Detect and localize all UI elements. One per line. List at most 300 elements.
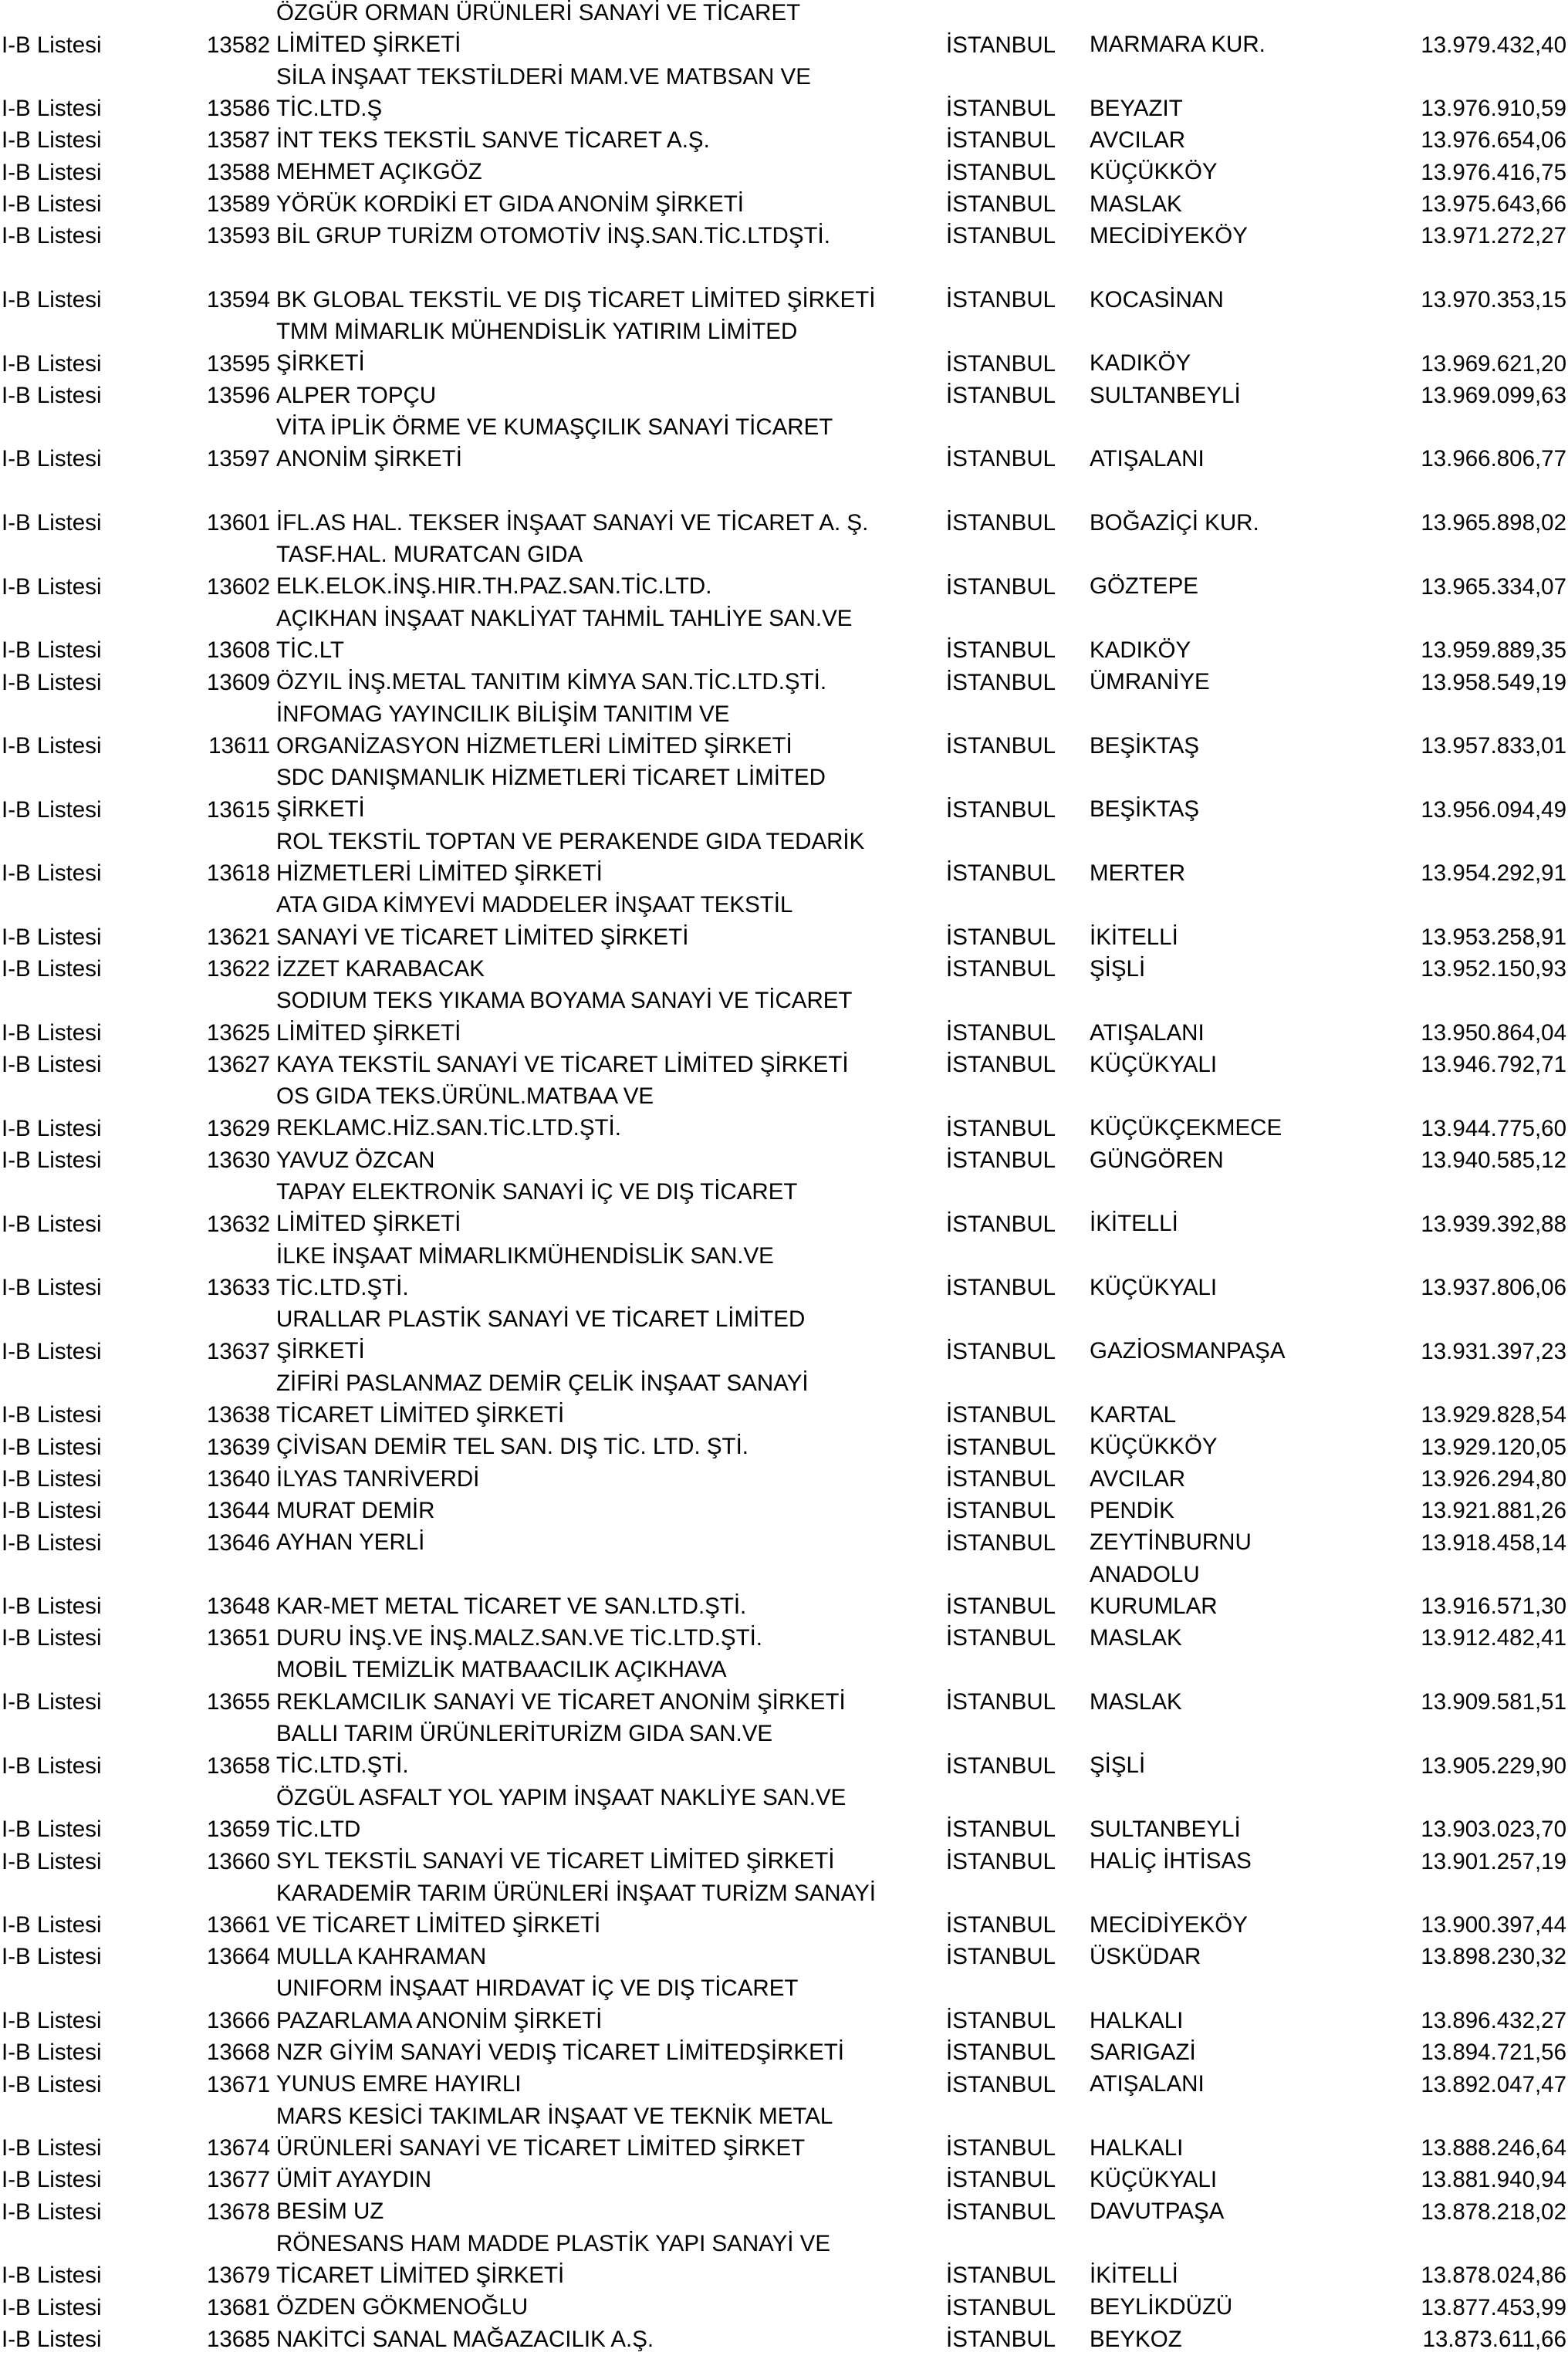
list-name: I-B Listesi (2, 2071, 102, 2097)
district-name (1090, 507, 1259, 539)
city-name: İSTANBUL (946, 1275, 1056, 1301)
amount-value: 13.900.397,44 (1421, 1912, 1566, 1938)
company-name-line: BK GLOBAL TEKSTİL VE DIŞ TİCARET LİMİTED ŞİRKETİ (276, 286, 876, 313)
table-row (0, 2294, 1568, 2326)
row-number: 13685 (206, 2326, 270, 2352)
amount-value: 13.957.833,01 (1421, 733, 1566, 759)
company-name-line: LİMİTED ŞİRKETİ (276, 1019, 461, 1046)
district-name-line: KURUMLAR (1090, 1593, 1218, 1619)
district-name (1090, 1622, 1182, 1654)
company-name-line: LİMİTED ŞİRKETİ (276, 32, 461, 58)
table-row (0, 319, 1568, 383)
company-name-line: NZR GİYİM SANAYİ VEDIŞ TİCARET LİMİTEDŞİRKETİ (276, 2040, 844, 2065)
company-name-line: NAKİTCİ SANAL MAĞAZACILIK A.Ş. (276, 2326, 654, 2352)
district-name-line: HALKALI (1090, 2007, 1184, 2033)
amount-value: 13.905.229,90 (1421, 1752, 1566, 1779)
list-name: I-B Listesi (2, 1944, 102, 1970)
row-number: 13640 (206, 1465, 270, 1492)
district-name (1090, 1813, 1241, 1845)
table-row (0, 1975, 1568, 2040)
row-number: 13609 (206, 669, 270, 695)
table-row (0, 892, 1568, 956)
company-name-line: YÖRÜK KORDİKİ ET GIDA ANONİM ŞİRKETİ (276, 191, 744, 217)
company-name-line: TMM MİMARLIK MÜHENDİSLİK YATIRIM LİMİTED (276, 318, 798, 344)
list-name: I-B Listesi (2, 32, 102, 58)
amount-value: 13.976.654,06 (1421, 127, 1566, 154)
row-number: 13593 (206, 223, 270, 249)
district-name (1090, 2164, 1217, 2195)
district-name (1090, 666, 1210, 698)
company-name-line: KARADEMİR TARIM ÜRÜNLERİ İNŞAAT TURİZM SANAYİ (276, 1880, 876, 1906)
district-name-line: BEŞİKTAŞ (1090, 732, 1200, 759)
company-name-line: ROL TEKSTİL TOPTAN VE PERAKENDE GIDA TEDARİK (276, 828, 865, 854)
company-name (276, 2291, 528, 2323)
city-name: İSTANBUL (946, 2294, 1056, 2320)
district-name-line: İKİTELLİ (1090, 1211, 1178, 1237)
company-name (276, 284, 876, 316)
district-name-line: KARTAL (1090, 1402, 1177, 1428)
company-name (276, 61, 811, 125)
city-name: İSTANBUL (946, 32, 1056, 58)
district-name (1090, 634, 1191, 666)
company-name-line: İNT TEKS TEKSTİL SANVE TİCARET A.Ş. (276, 127, 710, 154)
district-name (1090, 953, 1145, 985)
company-name-line: YAVUZ ÖZCAN (276, 1147, 435, 1173)
table-row (0, 765, 1568, 829)
company-name (276, 1495, 434, 1526)
district-name-line: KÜÇÜKKÖY (1090, 159, 1218, 185)
company-name-line: SİLA İNŞAAT TEKSTİLDERİ MAM.VE MATBSAN VE (276, 63, 811, 90)
table-row (0, 1657, 1568, 1721)
list-name: I-B Listesi (2, 1211, 102, 1237)
list-name: I-B Listesi (2, 1498, 102, 1524)
row-number: 13597 (206, 446, 270, 472)
district-name-line: SULTANBEYLİ (1090, 1816, 1241, 1842)
city-name: İSTANBUL (946, 1465, 1056, 1492)
company-name-line: TİC.LT (276, 637, 344, 663)
district-name (1090, 1495, 1174, 1526)
amount-value: 13.976.416,75 (1421, 159, 1566, 185)
district-name-line: AVCILAR (1090, 1465, 1186, 1492)
amount-value: 13.881.940,94 (1421, 2167, 1566, 2193)
list-name: I-B Listesi (2, 1019, 102, 1046)
amount-value: 13.929.828,54 (1421, 1402, 1566, 1428)
table-row (0, 1498, 1568, 1529)
row-number: 13664 (206, 1944, 270, 1970)
table-row (0, 2327, 1568, 2358)
city-name: İSTANBUL (946, 956, 1056, 982)
table-row (0, 414, 1568, 478)
district-name-line: BEYKOZ (1090, 2326, 1182, 2352)
company-name-line: ÖZGÜL ASFALT YOL YAPIM İNŞAAT NAKLİYE SAN.VE (276, 1784, 847, 1810)
company-name (276, 1080, 654, 1144)
district-name (1090, 156, 1218, 188)
company-name (276, 380, 436, 411)
district-name (1090, 347, 1191, 379)
company-name (276, 1877, 876, 1942)
district-name-line: KADIKÖY (1090, 637, 1191, 663)
company-name-line: ŞİRKETİ (276, 350, 365, 377)
table-row (0, 1785, 1568, 1849)
city-name: İSTANBUL (946, 1147, 1056, 1173)
row-number: 13677 (206, 2167, 270, 2193)
table-row (0, 1848, 1568, 1880)
company-name-line: KAR-MET METAL TİCARET VE SAN.LTD.ŞTİ. (276, 1593, 747, 1619)
city-name: İSTANBUL (946, 669, 1056, 695)
company-name-line: HİZMETLERİ LİMİTED ŞİRKETİ (276, 860, 603, 887)
district-name (1090, 1526, 1252, 1558)
city-name: İSTANBUL (946, 2263, 1056, 2289)
district-name (1090, 1017, 1205, 1049)
city-name: İSTANBUL (946, 1211, 1056, 1237)
district-name-line: KÜÇÜKKÖY (1090, 1434, 1218, 1460)
company-name (276, 1176, 797, 1240)
amount-value: 13.873.611,66 (1422, 2326, 1566, 2352)
company-name-line: İFL.AS HAL. TEKSER İNŞAAT SANAYİ VE TİCARET A. Ş. (276, 509, 869, 536)
district-name-line: ÜMRANİYE (1090, 669, 1210, 695)
company-name-line: TİC.LTD.ŞTİ. (276, 1752, 409, 1779)
city-name: İSTANBUL (946, 1594, 1056, 1620)
list-name: I-B Listesi (2, 286, 102, 313)
table-row (0, 1529, 1568, 1561)
table-row (0, 2231, 1568, 2295)
amount-value: 13.959.889,35 (1421, 637, 1566, 664)
company-name (276, 2324, 654, 2355)
company-name-line: AYHAN YERLİ (276, 1529, 425, 1556)
table-row (0, 669, 1568, 701)
row-number: 13621 (206, 924, 270, 950)
row-number: 13674 (206, 2135, 270, 2161)
district-name-line: İKİTELLİ (1090, 2263, 1178, 2289)
district-name (1090, 124, 1185, 156)
company-name (276, 411, 833, 475)
city-name: İSTANBUL (946, 637, 1056, 664)
amount-value: 13.966.806,77 (1421, 446, 1566, 472)
list-name: I-B Listesi (2, 1912, 102, 1938)
table-row (0, 542, 1568, 606)
amount-value: 13.965.334,07 (1421, 573, 1566, 600)
city-name: İSTANBUL (946, 1944, 1056, 1970)
company-name (276, 1622, 762, 1654)
table-row (0, 1243, 1568, 1307)
company-name (276, 0, 800, 61)
city-name: İSTANBUL (946, 1019, 1056, 1046)
row-number: 13671 (206, 2071, 270, 2097)
row-number: 13611 (208, 733, 270, 759)
row-number: 13651 (206, 1625, 270, 1651)
company-name-line: TİCARET LİMİTED ŞİRKETİ (276, 2263, 565, 2289)
district-name-line: MASLAK (1090, 1688, 1182, 1715)
district-name-line: HALKALI (1090, 2134, 1184, 2161)
table-row (0, 0, 1568, 64)
table-row (0, 829, 1568, 893)
table-row (0, 1944, 1568, 1975)
company-name (276, 2036, 844, 2068)
company-name (276, 889, 792, 953)
city-name: İSTANBUL (946, 1115, 1056, 1141)
company-name-line: REKLAMC.HİZ.SAN.TİC.LTD.ŞTİ. (276, 1115, 621, 1141)
company-name (276, 1463, 479, 1495)
table-row (0, 383, 1568, 414)
company-name-line: AÇIKHAN İNŞAAT NAKLİYAT TAHMİL TAHLİYE SAN.VE (276, 605, 853, 631)
company-name-line: URALLAR PLASTİK SANAYİ VE TİCARET LİMİTED (276, 1306, 806, 1333)
list-name: I-B Listesi (2, 1594, 102, 1620)
amount-value: 13.918.458,14 (1421, 1529, 1566, 1556)
district-name-line: DAVUTPAŞA (1090, 2198, 1225, 2225)
list-name: I-B Listesi (2, 1275, 102, 1301)
district-name-line: BOĞAZİÇİ KUR. (1090, 509, 1259, 536)
company-name-line: ORGANİZASYON HİZMETLERİ LİMİTED ŞİRKETİ (276, 732, 792, 759)
row-number: 13632 (206, 1211, 270, 1237)
company-name-line: MULLA KAHRAMAN (276, 1944, 487, 1970)
city-name: İSTANBUL (946, 510, 1056, 536)
amount-value: 13.896.432,27 (1421, 2008, 1566, 2033)
list-name: I-B Listesi (2, 127, 102, 154)
company-name-line: ATA GIDA KİMYEVİ MADDELER İNŞAAT TEKSTİL (276, 892, 793, 918)
company-name-line: ÇİVİSAN DEMİR TEL SAN. DIŞ TİC. LTD. ŞTİ. (276, 1434, 749, 1460)
company-name (276, 2100, 833, 2165)
city-name: İSTANBUL (946, 191, 1056, 218)
city-name: İSTANBUL (946, 350, 1056, 377)
district-name (1090, 2005, 1183, 2036)
district-name-line: KADIKÖY (1090, 350, 1191, 377)
company-name (276, 156, 482, 188)
row-number: 13615 (206, 796, 270, 823)
row-number: 13678 (206, 2198, 270, 2225)
amount-value: 13.903.023,70 (1421, 1817, 1566, 1843)
district-name-line: ATIŞALANI (1090, 1019, 1205, 1046)
district-name-line: GAZİOSMANPAŞA (1090, 1338, 1286, 1364)
company-name (276, 953, 485, 985)
table-row (0, 223, 1568, 255)
list-name: I-B Listesi (2, 446, 102, 472)
city-name: İSTANBUL (946, 96, 1056, 122)
row-number: 13586 (206, 96, 270, 122)
company-name-line: ÜRÜNLERİ SANAYİ VE TİCARET LİMİTED ŞİRKET (276, 2134, 806, 2161)
table-row (0, 2104, 1568, 2168)
district-name (1090, 1845, 1252, 1877)
list-name: I-B Listesi (2, 796, 102, 823)
district-name (1090, 1463, 1185, 1495)
company-name-line: ŞİRKETİ (276, 796, 365, 823)
city-name: İSTANBUL (946, 1817, 1056, 1843)
city-name: İSTANBUL (946, 1848, 1056, 1874)
amount-value: 13.878.024,86 (1421, 2263, 1566, 2289)
table-row (0, 64, 1568, 128)
amount-value: 13.916.571,30 (1421, 1594, 1566, 1620)
amount-value: 13.878.218,02 (1421, 2198, 1566, 2225)
row-number: 13587 (206, 127, 270, 154)
district-name (1090, 1272, 1217, 1303)
district-name (1090, 1208, 1178, 1239)
company-name (276, 2164, 431, 2195)
district-name-line: MASLAK (1090, 191, 1182, 217)
amount-value: 13.937.806,06 (1421, 1275, 1566, 1301)
district-name (1090, 2132, 1183, 2164)
list-name: I-B Listesi (2, 350, 102, 377)
row-number: 13661 (206, 1912, 270, 1938)
district-name-line: MECİDİYEKÖY (1090, 223, 1248, 249)
company-name-line: LİMİTED ŞİRKETİ (276, 1211, 461, 1237)
company-name-line: PAZARLAMA ANONİM ŞİRKETİ (276, 2007, 603, 2033)
company-name-line: UNIFORM İNŞAAT HIRDAVAT İÇ VE DIŞ TİCARET (276, 1975, 799, 2002)
amount-value: 13.965.898,02 (1421, 510, 1566, 536)
table-row (0, 1466, 1568, 1498)
district-name (1090, 93, 1183, 124)
amount-value: 13.929.120,05 (1421, 1434, 1566, 1460)
list-name: I-B Listesi (2, 191, 102, 218)
list-name: I-B Listesi (2, 573, 102, 600)
row-number: 13659 (206, 1817, 270, 1843)
district-name-line: GÖZTEPE (1090, 573, 1198, 600)
district-name (1090, 2195, 1224, 2227)
list-name: I-B Listesi (2, 2263, 102, 2289)
company-name (276, 1367, 809, 1431)
company-name-line: VE TİCARET LİMİTED ŞİRKETİ (276, 1911, 601, 1938)
amount-value: 13.946.792,71 (1421, 1052, 1566, 1078)
company-name (276, 1845, 835, 1877)
district-name-line: HALİÇ İHTİSAS (1090, 1848, 1252, 1874)
city-name: İSTANBUL (946, 2198, 1056, 2225)
company-name-line: BALLI TARIM ÜRÜNLERİTURİZM GIDA SAN.VE (276, 1721, 773, 1747)
list-name: I-B Listesi (2, 733, 102, 759)
amount-value: 13.921.881,26 (1421, 1498, 1566, 1524)
district-name (1090, 1335, 1286, 1367)
district-name (1090, 570, 1198, 602)
company-name-line: İNFOMAG YAYINCILIK BİLİŞİM TANITIM VE (276, 701, 730, 727)
district-name-line: ŞİŞLİ (1090, 955, 1146, 982)
amount-value: 13.898.230,32 (1421, 1944, 1566, 1970)
city-name: İSTANBUL (946, 2008, 1056, 2033)
amount-value: 13.892.047,47 (1421, 2071, 1566, 2097)
row-number: 13639 (206, 1434, 270, 1460)
company-name (276, 2068, 521, 2100)
city-name: İSTANBUL (946, 2326, 1056, 2352)
company-name-line: MURAT DEMİR (276, 1497, 435, 1523)
amount-value: 13.901.257,19 (1421, 1848, 1566, 1874)
row-number: 13629 (206, 1115, 270, 1141)
company-name-line: SYL TEKSTİL SANAYİ VE TİCARET LİMİTED ŞİRKETİ (276, 1848, 835, 1874)
district-name (1090, 29, 1266, 60)
city-name: İSTANBUL (946, 1402, 1056, 1428)
district-name-line: ZEYTİNBURNU (1090, 1529, 1252, 1556)
amount-value: 13.969.099,63 (1421, 382, 1566, 408)
list-name: I-B Listesi (2, 2326, 102, 2352)
district-name (1090, 1941, 1201, 1972)
company-name (276, 1590, 746, 1622)
list-name: I-B Listesi (2, 2135, 102, 2161)
table-row (0, 1562, 1568, 1626)
list-name: I-B Listesi (2, 2294, 102, 2320)
district-name-line: SULTANBEYLİ (1090, 382, 1241, 408)
row-number: 13668 (206, 2040, 270, 2066)
table-row (0, 606, 1568, 670)
amount-value: 13.976.910,59 (1421, 96, 1566, 122)
company-name (276, 188, 744, 220)
district-name-line: BEYAZIT (1090, 95, 1183, 121)
list-name: I-B Listesi (2, 2040, 102, 2066)
district-name (1090, 188, 1182, 220)
company-name (276, 1303, 805, 1367)
district-name (1090, 1049, 1217, 1080)
company-name-line: OS GIDA TEKS.ÜRÜNL.MATBAA VE (276, 1083, 654, 1110)
row-number: 13655 (206, 1689, 270, 1715)
list-name: I-B Listesi (2, 1465, 102, 1492)
city-name: İSTANBUL (946, 1752, 1056, 1779)
amount-value: 13.958.549,19 (1421, 669, 1566, 695)
company-name (276, 698, 792, 762)
district-name (1090, 1909, 1248, 1941)
row-number: 13602 (206, 573, 270, 600)
list-name: I-B Listesi (2, 1752, 102, 1779)
company-name-line: REKLAMCILIK SANAYİ VE TİCARET ANONİM ŞİRKETİ (276, 1688, 846, 1715)
table-row (0, 1881, 1568, 1945)
list-name: I-B Listesi (2, 96, 102, 122)
company-name (276, 1431, 749, 1462)
district-name-line: MECİDİYEKÖY (1090, 1911, 1248, 1938)
list-name: I-B Listesi (2, 382, 102, 408)
district-name-line: AVCILAR (1090, 127, 1186, 154)
district-name-line: ÜSKÜDAR (1090, 1944, 1201, 1970)
amount-value: 13.975.643,66 (1421, 191, 1566, 218)
district-name (1090, 793, 1199, 825)
company-name (276, 1654, 846, 1718)
company-name-line: TİC.LTD.Ş (276, 95, 383, 121)
district-name-line: MASLAK (1090, 1625, 1182, 1651)
district-name (1090, 220, 1248, 252)
table-row (0, 1147, 1568, 1179)
list-name: I-B Listesi (2, 1115, 102, 1141)
amount-value: 13.970.353,15 (1421, 286, 1566, 313)
city-name: İSTANBUL (946, 796, 1056, 823)
company-name-line: DURU İNŞ.VE İNŞ.MALZ.SAN.VE TİC.LTD.ŞTİ. (276, 1625, 762, 1651)
list-name: I-B Listesi (2, 223, 102, 249)
company-name-line: BİL GRUP TURİZM OTOMOTİV İNŞ.SAN.TİC.LTDŞTİ. (276, 223, 830, 249)
amount-value: 13.944.775,60 (1421, 1115, 1566, 1141)
district-name (1090, 921, 1178, 953)
company-name-line: İZZET KARABACAK (276, 955, 485, 982)
city-name: İSTANBUL (946, 1912, 1056, 1938)
company-name-line: RÖNESANS HAM MADDE PLASTİK YAPI SANAYİ VE (276, 2230, 831, 2256)
list-name: I-B Listesi (2, 2008, 102, 2033)
list-name: I-B Listesi (2, 159, 102, 185)
row-number: 13618 (206, 860, 270, 887)
list-name: I-B Listesi (2, 1848, 102, 1874)
amount-value: 13.954.292,91 (1421, 860, 1566, 887)
company-name-line: SANAYİ VE TİCARET LİMİTED ŞİRKETİ (276, 924, 689, 950)
district-name-line: ATIŞALANI (1090, 446, 1205, 472)
district-name-line: PENDİK (1090, 1497, 1174, 1523)
amount-value: 13.939.392,88 (1421, 1211, 1566, 1237)
list-name: I-B Listesi (2, 1817, 102, 1843)
row-number: 13637 (206, 1338, 270, 1364)
row-number: 13666 (206, 2008, 270, 2033)
city-name: İSTANBUL (946, 1689, 1056, 1715)
table-row (0, 255, 1568, 319)
amount-value: 13.971.272,27 (1421, 223, 1566, 249)
district-name (1090, 857, 1185, 889)
company-name-line: ÖZYIL İNŞ.METAL TANITIM KİMYA SAN.TİC.LTD.ŞTİ. (276, 669, 827, 695)
district-name (1090, 1686, 1182, 1718)
table-row (0, 988, 1568, 1052)
table-row (0, 478, 1568, 542)
row-number: 13625 (206, 1019, 270, 1046)
table-row (0, 956, 1568, 988)
amount-value: 13.894.721,56 (1421, 2040, 1566, 2066)
company-name (276, 507, 868, 539)
amount-value: 13.940.585,12 (1421, 1147, 1566, 1173)
company-name (276, 1718, 772, 1782)
